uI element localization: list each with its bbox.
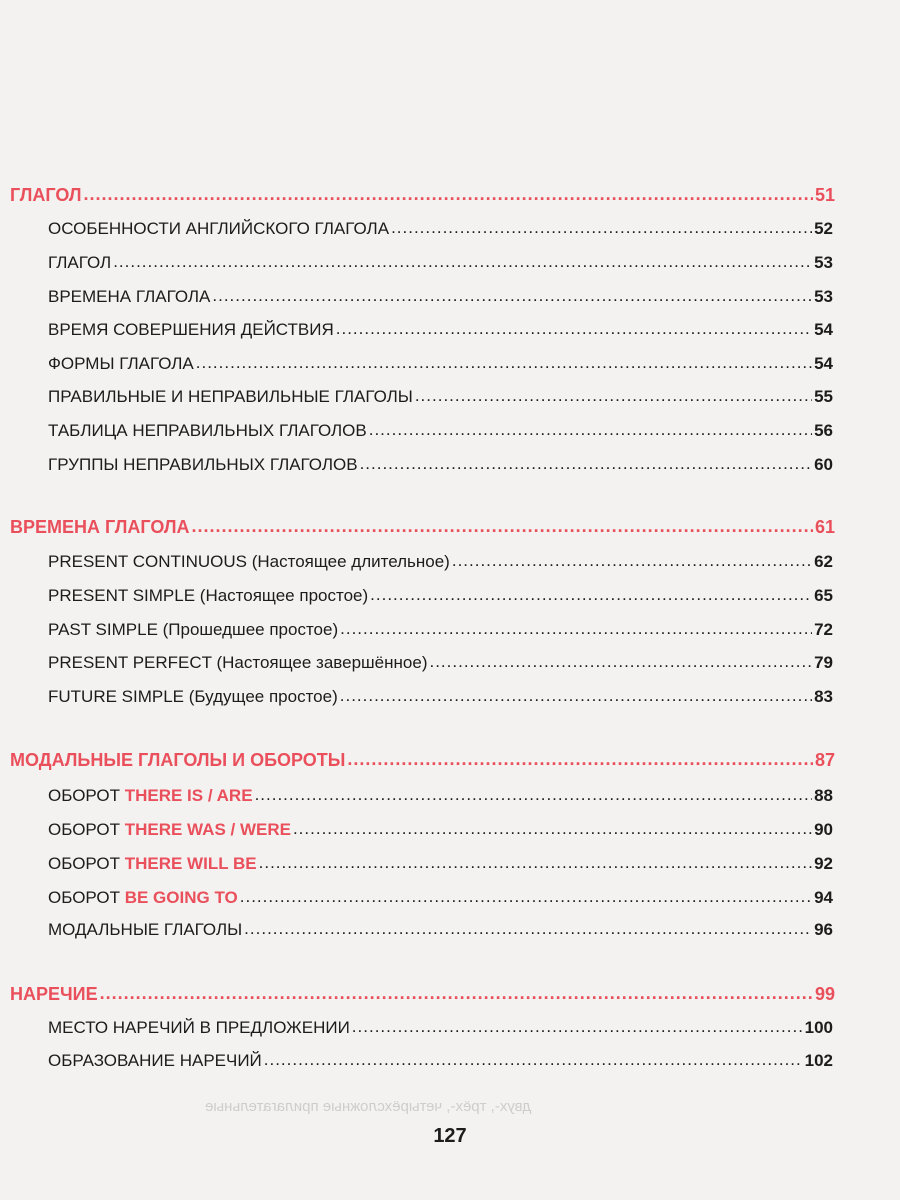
entry-title	[48, 854, 257, 874]
leader-dots	[415, 386, 812, 406]
toc-entry[interactable]	[48, 421, 833, 441]
toc-section-modalnye[interactable]	[10, 750, 835, 771]
leader-dots	[259, 853, 812, 873]
toc-entry[interactable]	[48, 287, 833, 307]
entry-accent-title: THERE WILL BE	[124, 854, 257, 873]
entry-page: 53	[814, 287, 833, 306]
entry-title: PRESENT CONTINUOUS (Настоящее длительное)	[48, 552, 450, 571]
leader-dots	[429, 652, 812, 672]
entry-title	[48, 820, 291, 840]
toc-entry[interactable]	[48, 320, 833, 340]
entry-title: МОДАЛЬНЫЕ ГЛАГОЛЫ	[48, 920, 243, 939]
leader-dots	[340, 686, 812, 706]
entry-title	[48, 888, 238, 908]
section-page: 51	[814, 185, 835, 205]
toc-entry[interactable]	[48, 219, 833, 239]
entry-page: 72	[814, 620, 833, 639]
entry-title: PAST SIMPLE (Прошедшее простое)	[48, 620, 339, 639]
leader-dots	[369, 420, 812, 440]
leader-dots	[347, 749, 813, 770]
leader-dots	[360, 454, 813, 474]
toc-entry[interactable]	[48, 586, 833, 606]
entry-page: 83	[814, 687, 833, 706]
entry-title: ОСОБЕННОСТИ АНГЛИЙСКОГО ГЛАГОЛА	[48, 219, 390, 238]
toc-section-narechie[interactable]	[10, 984, 835, 1005]
leader-dots	[264, 1050, 803, 1070]
toc-entry[interactable]	[48, 455, 833, 475]
leader-dots	[84, 184, 813, 205]
toc-entry[interactable]	[48, 1051, 833, 1071]
leader-dots	[244, 919, 812, 939]
entry-title: ФОРМЫ ГЛАГОЛА	[48, 354, 194, 373]
entry-page: 96	[814, 920, 833, 939]
entry-title: ТАБЛИЦА НЕПРАВИЛЬНЫХ ГЛАГОЛОВ	[48, 421, 367, 440]
section-title: ВРЕМЕНА ГЛАГОЛА	[10, 517, 190, 537]
toc-entry[interactable]	[48, 786, 833, 806]
leader-dots	[340, 619, 812, 639]
leader-dots	[352, 1017, 803, 1037]
entry-title	[48, 786, 253, 806]
leader-dots	[196, 353, 812, 373]
leader-dots	[452, 551, 812, 571]
leader-dots	[370, 585, 812, 605]
entry-page: 56	[814, 421, 833, 440]
section-page: 61	[814, 517, 835, 537]
entry-accent-title: BE GOING TO	[124, 888, 238, 907]
entry-page: 54	[814, 354, 833, 373]
entry-page: 55	[814, 387, 833, 406]
entry-page: 65	[814, 586, 833, 605]
entry-title: ГРУППЫ НЕПРАВИЛЬНЫХ ГЛАГОЛОВ	[48, 455, 358, 474]
entry-prefix: ОБОРОТ	[48, 786, 120, 805]
entry-page: 60	[814, 455, 833, 474]
page-number: 127	[433, 1125, 467, 1147]
bleed-through-text: двух-, трёх-, четырёхсложные прилагательные	[205, 1098, 532, 1115]
entry-title: ПРАВИЛЬНЫЕ И НЕПРАВИЛЬНЫЕ ГЛАГОЛЫ	[48, 387, 413, 406]
leader-dots	[336, 319, 812, 339]
entry-title: PRESENT PERFECT (Настоящее завершённое)	[48, 653, 428, 672]
section-page: 99	[814, 984, 835, 1004]
section-title: МОДАЛЬНЫЕ ГЛАГОЛЫ И ОБОРОТЫ	[10, 750, 346, 770]
section-title: НАРЕЧИЕ	[10, 984, 98, 1004]
leader-dots	[100, 983, 813, 1004]
toc-entry[interactable]	[48, 552, 833, 572]
entry-page: 79	[814, 653, 833, 672]
toc-entry[interactable]	[48, 620, 833, 640]
toc-entry[interactable]	[48, 854, 833, 874]
entry-accent-title: THERE WAS / WERE	[124, 820, 291, 839]
leader-dots	[240, 887, 812, 907]
entry-prefix: ОБОРОТ	[48, 854, 120, 873]
entry-prefix: ОБОРОТ	[48, 888, 120, 907]
leader-dots	[293, 819, 812, 839]
entry-page: 100	[804, 1018, 833, 1037]
entry-title: ВРЕМЕНА ГЛАГОЛА	[48, 287, 211, 306]
toc-entry[interactable]	[48, 820, 833, 840]
entry-page: 52	[814, 219, 833, 238]
toc-entry[interactable]	[48, 888, 833, 908]
entry-page: 92	[814, 854, 833, 873]
leader-dots	[391, 218, 812, 238]
toc-entry[interactable]	[48, 920, 833, 940]
entry-title: FUTURE SIMPLE (Будущее простое)	[48, 687, 338, 706]
entry-page: 53	[814, 253, 833, 272]
toc-entry[interactable]	[48, 1018, 833, 1038]
toc-entry[interactable]	[48, 253, 833, 273]
entry-page: 88	[814, 786, 833, 805]
entry-accent-title: THERE IS / ARE	[124, 786, 253, 805]
entry-page: 94	[814, 888, 833, 907]
leader-dots	[212, 286, 812, 306]
entry-page: 102	[804, 1051, 833, 1070]
entry-title: ОБРАЗОВАНИЕ НАРЕЧИЙ	[48, 1051, 262, 1070]
toc-entry[interactable]	[48, 653, 833, 673]
entry-prefix: ОБОРОТ	[48, 820, 120, 839]
toc-entry[interactable]	[48, 387, 833, 407]
section-title: ГЛАГОЛ	[10, 185, 82, 205]
entry-title: ВРЕМЯ СОВЕРШЕНИЯ ДЕЙСТВИЯ	[48, 320, 334, 339]
toc-entry[interactable]	[48, 354, 833, 374]
leader-dots	[255, 785, 813, 805]
leader-dots	[192, 516, 813, 537]
leader-dots	[113, 252, 812, 272]
entry-page: 54	[814, 320, 833, 339]
entry-page: 90	[814, 820, 833, 839]
entry-title: МЕСТО НАРЕЧИЙ В ПРЕДЛОЖЕНИИ	[48, 1018, 350, 1037]
toc-section-glagol[interactable]	[10, 185, 835, 206]
toc-section-vremena[interactable]	[10, 517, 835, 538]
entry-title: PRESENT SIMPLE (Настоящее простое)	[48, 586, 369, 605]
toc-entry[interactable]	[48, 687, 833, 707]
entry-title: ГЛАГОЛ	[48, 253, 112, 272]
entry-page: 62	[814, 552, 833, 571]
section-page: 87	[814, 750, 835, 770]
